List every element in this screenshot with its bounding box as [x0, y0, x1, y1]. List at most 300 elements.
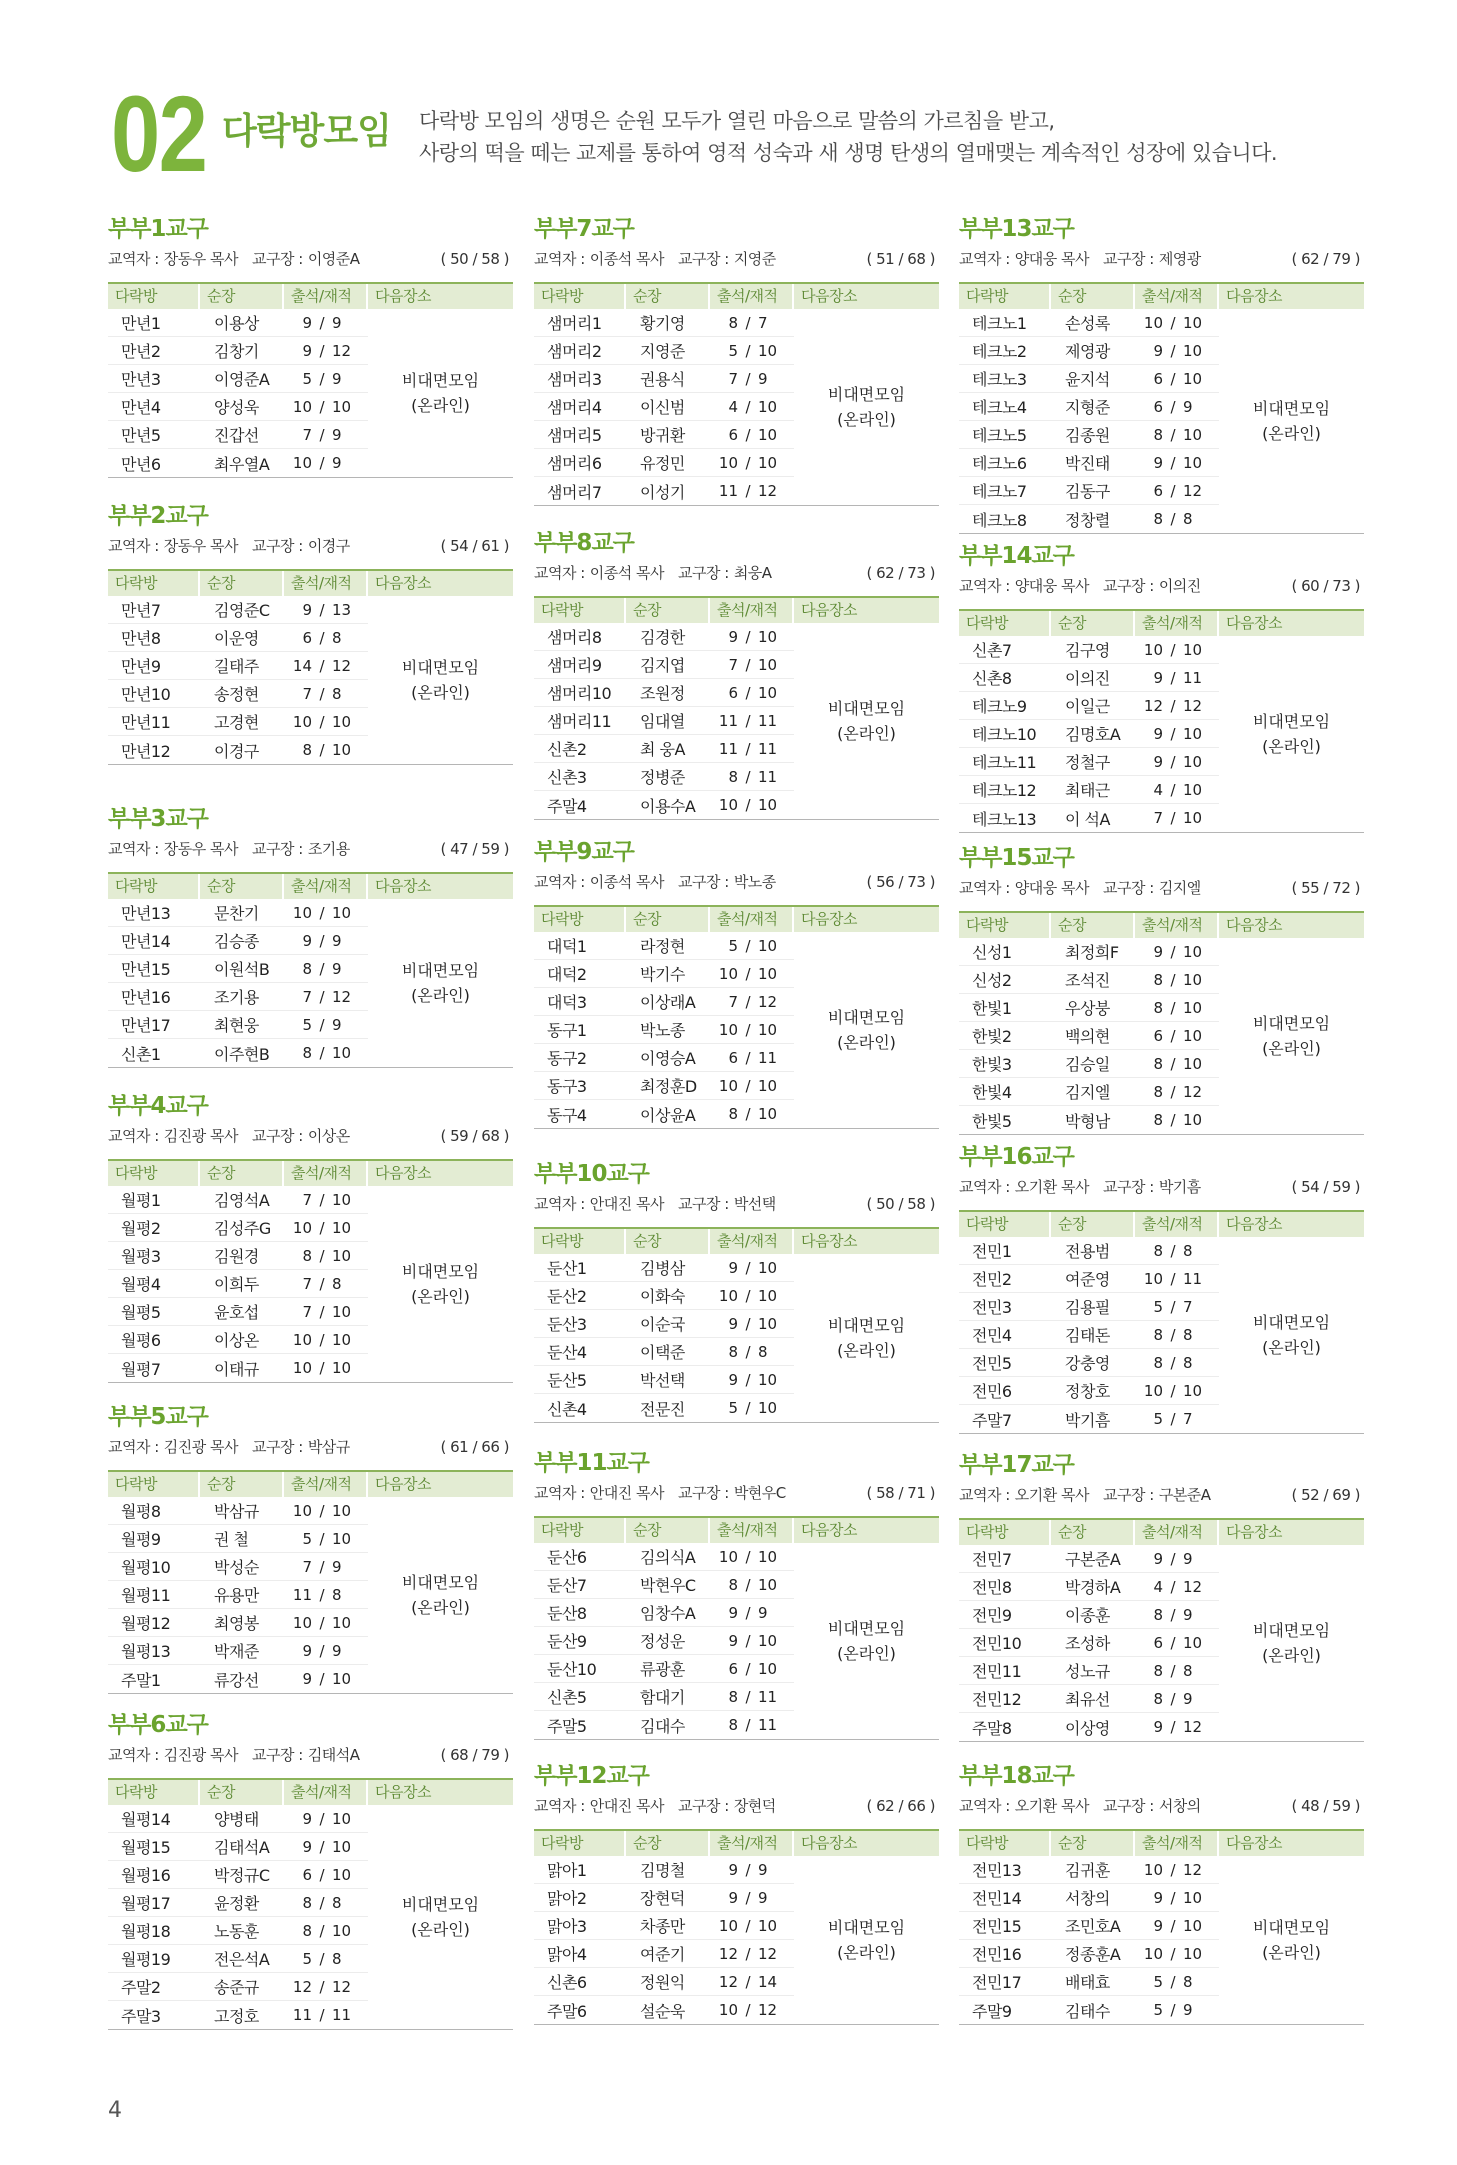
column-header: 출석/재적 — [710, 1518, 794, 1543]
room-leader: 김의식A — [640, 1548, 696, 1567]
table-row — [534, 1627, 794, 1655]
district-staff — [534, 1794, 776, 1819]
attendance-present: 5 — [302, 1529, 312, 1548]
attendance-separator: / — [1170, 640, 1176, 659]
attendance-separator: / — [1170, 998, 1176, 1017]
room-name: 전민16 — [972, 1945, 1022, 1964]
table-row — [534, 421, 794, 449]
room-leader: 이태규 — [214, 1359, 259, 1379]
room-rows — [959, 1237, 1219, 1433]
attendance-cell — [284, 685, 368, 703]
room-leader: 진갑선 — [214, 426, 259, 445]
attendance-cell — [1135, 781, 1219, 799]
room-name: 신촌7 — [972, 641, 1012, 660]
attendance-present: 6 — [728, 683, 738, 702]
room-leader: 이상윤A — [640, 1105, 696, 1125]
room-leader: 박현우C — [640, 1576, 696, 1595]
room-rows — [108, 1497, 368, 1693]
attendance-cell — [284, 1614, 368, 1632]
attendance-cell — [284, 1950, 368, 1968]
district-title: 부부7교구 — [534, 216, 634, 242]
table-header — [959, 1829, 1364, 1856]
table-row — [959, 1106, 1219, 1134]
attendance-enrolled: 12 — [332, 1977, 352, 1996]
next-place-line: (온라인) — [837, 724, 896, 743]
attendance-present: 7 — [302, 425, 312, 444]
room-name: 둔산4 — [547, 1343, 587, 1362]
room-name: 샘머리10 — [547, 684, 612, 703]
room-leader: 최우열A — [214, 454, 270, 474]
district-attendance-total: ( 62 / 73 ) — [866, 564, 935, 582]
attendance-cell — [1135, 1578, 1219, 1596]
attendance-present: 5 — [302, 1949, 312, 1968]
attendance-present: 10 — [292, 1330, 312, 1349]
attendance-enrolled: 10 — [1183, 752, 1203, 771]
pastor-name: 이종석 목사 — [589, 250, 665, 268]
room-name: 만년15 — [121, 960, 171, 979]
district-staff-line — [534, 870, 939, 895]
attendance-separator: / — [319, 1190, 325, 1209]
leader-name: 이경구 — [307, 537, 350, 555]
attendance-enrolled: 10 — [332, 741, 352, 759]
attendance-present: 8 — [302, 1246, 312, 1265]
district-title: 부부3교구 — [108, 806, 208, 832]
attendance-enrolled: 11 — [758, 767, 778, 786]
pastor-name: 김진광 목사 — [163, 1438, 239, 1456]
table-body — [534, 1543, 939, 1740]
district-block — [959, 1143, 1364, 1434]
table-body — [108, 596, 513, 765]
room-name: 전민11 — [972, 1662, 1022, 1681]
district-attendance-total: ( 50 / 58 ) — [440, 250, 509, 268]
table-body — [108, 899, 513, 1068]
attendance-enrolled: 10 — [332, 397, 352, 416]
pastor-label: 교역자 : — [108, 1438, 159, 1456]
room-name: 월평14 — [121, 1810, 171, 1829]
attendance-present: 4 — [1153, 780, 1163, 799]
attendance-present: 8 — [728, 1687, 738, 1706]
room-name: 전민9 — [972, 1606, 1012, 1625]
table-row — [108, 927, 368, 955]
table-row — [534, 1599, 794, 1627]
attendance-separator: / — [319, 454, 325, 472]
room-leader: 김명철 — [640, 1861, 685, 1880]
district-attendance-total: ( 50 / 58 ) — [866, 1195, 935, 1213]
column-header: 출석/재적 — [1135, 1831, 1219, 1856]
attendance-cell — [284, 601, 368, 619]
room-leader: 정창호 — [1065, 1382, 1110, 1401]
attendance-enrolled: 10 — [758, 453, 778, 472]
attendance-present: 10 — [1143, 1944, 1163, 1963]
attendance-cell — [1135, 1270, 1219, 1288]
room-name: 한빛5 — [972, 1111, 1012, 1131]
room-leader: 박진태 — [1065, 454, 1110, 473]
pastor-label: 교역자 : — [534, 564, 585, 582]
room-name: 한빛4 — [972, 1083, 1012, 1102]
district-block — [108, 1403, 513, 1694]
attendance-enrolled: 10 — [1183, 341, 1203, 360]
column-header: 다락방 — [108, 284, 200, 309]
table-row — [108, 1354, 368, 1382]
attendance-separator: / — [1170, 1381, 1176, 1400]
next-place-cell — [794, 1543, 939, 1739]
room-leader: 김원경 — [214, 1247, 259, 1266]
table-row — [534, 1912, 794, 1940]
district-staff — [959, 1483, 1211, 1508]
attendance-cell — [710, 1315, 794, 1333]
pastor-label: 교역자 : — [959, 250, 1010, 268]
room-rows — [534, 309, 794, 505]
attendance-enrolled: 8 — [332, 1585, 342, 1604]
next-place-line: 비대면모임 — [1252, 712, 1331, 731]
column-header: 순장 — [1051, 1520, 1135, 1545]
table-row — [108, 1889, 368, 1917]
leader-label: 교구장 : — [678, 1797, 729, 1815]
attendance-separator: / — [1170, 341, 1176, 360]
attendance-separator: / — [1170, 1241, 1176, 1260]
room-leader: 이일근 — [1065, 697, 1110, 716]
next-place-cell — [368, 1186, 513, 1382]
attendance-separator: / — [745, 1603, 751, 1622]
next-place-line: (온라인) — [837, 410, 896, 429]
attendance-cell — [710, 1399, 794, 1417]
column-header: 다락방 — [959, 1520, 1051, 1545]
table-row — [108, 421, 368, 449]
attendance-enrolled: 10 — [1183, 313, 1203, 332]
room-leader: 권 철 — [214, 1530, 249, 1549]
attendance-present: 12 — [292, 1977, 312, 1996]
attendance-cell — [284, 398, 368, 416]
attendance-cell — [1135, 1917, 1219, 1935]
table-row — [959, 1237, 1219, 1265]
attendance-enrolled: 11 — [758, 1716, 778, 1734]
attendance-enrolled: 13 — [332, 600, 352, 619]
attendance-cell — [1135, 1326, 1219, 1344]
leader-label: 교구장 : — [678, 1484, 729, 1502]
pastor-label: 교역자 : — [534, 250, 585, 268]
table-row — [108, 1214, 368, 1242]
attendance-present: 9 — [1153, 752, 1163, 771]
column-header: 출석/재적 — [284, 1780, 368, 1805]
attendance-cell — [710, 965, 794, 983]
district-staff — [959, 876, 1201, 901]
district-title: 부부15교구 — [959, 845, 1074, 871]
attendance-enrolled: 10 — [332, 903, 352, 922]
attendance-cell — [284, 1866, 368, 1884]
leader-label: 교구장 : — [678, 1195, 729, 1213]
room-leader: 최정희F — [1065, 943, 1119, 962]
attendance-cell — [710, 1660, 794, 1678]
pastor-label: 교역자 : — [959, 1486, 1010, 1504]
leader-label: 교구장 : — [1103, 250, 1154, 268]
attendance-cell — [710, 1576, 794, 1594]
table-body — [534, 1856, 939, 2025]
attendance-present: 11 — [718, 711, 738, 730]
attendance-separator: / — [319, 1837, 325, 1856]
column-header: 다락방 — [108, 1472, 200, 1497]
attendance-enrolled: 12 — [758, 2001, 778, 2019]
table-row — [534, 763, 794, 791]
column-header: 다락방 — [959, 611, 1051, 636]
attendance-present: 5 — [302, 1015, 312, 1034]
table-header — [108, 1470, 513, 1497]
column-header: 다음장소 — [1226, 287, 1282, 305]
attendance-cell — [1135, 1550, 1219, 1568]
table-row — [534, 1044, 794, 1072]
attendance-enrolled: 14 — [758, 1972, 778, 1991]
attendance-present: 9 — [1153, 1888, 1163, 1907]
next-place-line: 비대면모임 — [827, 1918, 906, 1937]
next-place-cell — [1219, 309, 1364, 533]
room-rows — [534, 1856, 794, 2024]
table-row — [534, 1100, 794, 1128]
column-header: 다음장소 — [375, 287, 431, 305]
attendance-cell — [710, 993, 794, 1011]
attendance-cell — [284, 1359, 368, 1377]
table-row — [959, 1050, 1219, 1078]
column-header: 출석/재적 — [1135, 611, 1219, 636]
next-place-cell — [794, 309, 939, 505]
next-place-line: 비대면모임 — [827, 1619, 906, 1638]
leader-name: 최웅A — [733, 564, 772, 582]
table-row — [959, 1884, 1219, 1912]
attendance-separator: / — [319, 1949, 325, 1968]
pastor-label: 교역자 : — [108, 1746, 159, 1764]
attendance-separator: / — [745, 2001, 751, 2019]
attendance-cell — [1135, 1973, 1219, 1991]
room-name: 맑아2 — [547, 1889, 587, 1908]
attendance-enrolled: 9 — [332, 425, 342, 444]
district-block — [534, 1160, 939, 1423]
pastor-label: 교역자 : — [534, 1484, 585, 1502]
next-place-line: (온라인) — [1262, 1039, 1321, 1058]
column-header: 다락방 — [534, 1518, 626, 1543]
table-row — [534, 932, 794, 960]
table-row — [534, 1884, 794, 1912]
attendance-enrolled: 9 — [758, 1860, 768, 1879]
attendance-separator: / — [1170, 1297, 1176, 1316]
attendance-present: 10 — [1143, 640, 1163, 659]
attendance-cell — [710, 628, 794, 646]
room-leader: 김명호A — [1065, 725, 1121, 744]
room-name: 샘머리9 — [547, 656, 602, 675]
attendance-separator: / — [745, 482, 751, 500]
room-leader: 이신범 — [640, 398, 685, 417]
attendance-present: 8 — [1153, 510, 1163, 528]
room-leader: 성노규 — [1065, 1662, 1110, 1681]
room-name: 테크노4 — [972, 398, 1027, 417]
room-name: 맑아3 — [547, 1917, 587, 1936]
column-header: 다락방 — [534, 1229, 626, 1254]
table-row — [534, 651, 794, 679]
district-attendance-total: ( 61 / 66 ) — [440, 1438, 509, 1456]
room-name: 월평8 — [121, 1502, 161, 1521]
attendance-cell — [1135, 1298, 1219, 1316]
attendance-separator: / — [319, 1670, 325, 1688]
column-header: 다락방 — [959, 1212, 1051, 1237]
room-leader: 설순욱 — [640, 2001, 685, 2021]
room-name: 주말8 — [972, 1718, 1012, 1738]
table-row — [959, 449, 1219, 477]
district-staff — [534, 1192, 776, 1217]
attendance-enrolled: 10 — [758, 1575, 778, 1594]
pastor-label: 교역자 : — [534, 873, 585, 891]
next-place-cell — [1219, 636, 1364, 832]
attendance-enrolled: 12 — [1183, 1082, 1203, 1101]
room-name: 신촌4 — [547, 1399, 587, 1419]
table-row — [534, 1968, 794, 1996]
leader-label: 교구장 : — [252, 250, 303, 268]
room-leader: 김경한 — [640, 628, 685, 647]
attendance-enrolled: 11 — [1183, 1269, 1203, 1288]
room-leader: 박기수 — [640, 965, 685, 984]
table-row — [534, 988, 794, 1016]
column-header: 순장 — [1051, 913, 1135, 938]
attendance-separator: / — [745, 964, 751, 983]
column-header: 다음장소 — [801, 287, 857, 305]
table-row — [108, 309, 368, 337]
room-name: 전민13 — [972, 1861, 1022, 1880]
table-row — [959, 365, 1219, 393]
attendance-separator: / — [319, 1015, 325, 1034]
attendance-separator: / — [1170, 1269, 1176, 1288]
attendance-separator: / — [1170, 369, 1176, 388]
attendance-enrolled: 9 — [332, 959, 342, 978]
attendance-present: 5 — [1153, 2001, 1163, 2019]
room-leader: 김태돈 — [1065, 1326, 1110, 1345]
room-leader: 이의진 — [1065, 669, 1110, 688]
district-title: 부부12교구 — [534, 1763, 649, 1789]
district-title: 부부8교구 — [534, 530, 634, 556]
attendance-enrolled: 10 — [332, 1613, 352, 1632]
attendance-cell — [710, 1343, 794, 1361]
room-rows — [534, 1543, 794, 1739]
room-name: 신촌5 — [547, 1688, 587, 1707]
room-leader: 구본준A — [1065, 1550, 1121, 1569]
next-place-line: 비대면모임 — [1252, 1313, 1331, 1332]
table-header — [959, 282, 1364, 309]
pastor-name: 안대진 목사 — [589, 1797, 665, 1815]
room-leader: 우상붕 — [1065, 999, 1110, 1018]
attendance-enrolled: 8 — [1183, 1353, 1193, 1372]
attendance-cell — [710, 370, 794, 388]
attendance-enrolled: 10 — [332, 712, 352, 731]
attendance-cell — [710, 1716, 794, 1734]
attendance-cell — [710, 656, 794, 674]
pastor-name: 양대웅 목사 — [1014, 577, 1090, 595]
room-leader: 이 석A — [1065, 809, 1110, 829]
table-row — [108, 1186, 368, 1214]
attendance-separator: / — [319, 425, 325, 444]
attendance-enrolled: 11 — [1183, 668, 1203, 687]
attendance-separator: / — [319, 1501, 325, 1520]
table-body — [108, 1186, 513, 1383]
attendance-enrolled: 10 — [332, 1359, 352, 1377]
table-header — [959, 1210, 1364, 1237]
attendance-enrolled: 10 — [332, 1670, 352, 1688]
leader-name: 이의진 — [1158, 577, 1201, 595]
room-name: 전민4 — [972, 1326, 1012, 1345]
room-leader: 정원익 — [640, 1973, 685, 1992]
attendance-present: 8 — [1153, 1353, 1163, 1372]
column-header: 순장 — [1051, 284, 1135, 309]
room-leader: 이영승A — [640, 1049, 696, 1068]
attendance-separator: / — [319, 1865, 325, 1884]
district-staff — [108, 534, 350, 559]
pastor-name: 장동우 목사 — [163, 537, 239, 555]
attendance-present: 10 — [292, 1359, 312, 1377]
attendance-enrolled: 7 — [1183, 1297, 1193, 1316]
room-name: 전민10 — [972, 1634, 1022, 1653]
room-name: 테크노5 — [972, 426, 1027, 445]
attendance-separator: / — [745, 1076, 751, 1095]
room-leader: 김영준C — [214, 601, 270, 620]
attendance-present: 8 — [302, 1921, 312, 1940]
room-name: 전민15 — [972, 1917, 1022, 1936]
column-header: 다음장소 — [1226, 1523, 1282, 1541]
table-row — [108, 2001, 368, 2029]
district-block — [534, 1449, 939, 1740]
district-block — [108, 502, 513, 765]
attendance-present: 10 — [1143, 1269, 1163, 1288]
next-place-line: 비대면모임 — [401, 658, 480, 677]
column-header: 다음장소 — [375, 574, 431, 592]
room-leader: 이종훈 — [1065, 1606, 1110, 1625]
room-leader: 서창의 — [1065, 1889, 1110, 1908]
district-block — [959, 1451, 1364, 1742]
room-leader: 임창수A — [640, 1604, 696, 1623]
room-name: 신촌6 — [547, 1973, 587, 1992]
attendance-present: 11 — [292, 1585, 312, 1604]
room-rows — [108, 1805, 368, 2029]
room-leader: 박재준 — [214, 1642, 259, 1661]
room-name: 한빛3 — [972, 1055, 1012, 1074]
attendance-enrolled: 9 — [332, 1557, 342, 1576]
attendance-present: 9 — [728, 1258, 738, 1277]
attendance-present: 9 — [302, 1670, 312, 1688]
table-header — [534, 905, 939, 932]
attendance-separator: / — [745, 1286, 751, 1305]
attendance-enrolled: 10 — [758, 683, 778, 702]
district-title: 부부2교구 — [108, 503, 208, 529]
next-place-cell — [368, 1805, 513, 2029]
table-row — [108, 1945, 368, 1973]
table-row — [959, 393, 1219, 421]
attendance-present: 8 — [302, 741, 312, 759]
column-header: 출석/재적 — [284, 874, 368, 899]
attendance-cell — [1135, 1242, 1219, 1260]
district-block — [108, 1711, 513, 2030]
district-block — [959, 844, 1364, 1135]
room-leader: 김지엽 — [640, 656, 685, 675]
attendance-cell — [1135, 943, 1219, 961]
attendance-present: 8 — [302, 1044, 312, 1062]
attendance-cell — [1135, 697, 1219, 715]
table-row — [108, 680, 368, 708]
attendance-present: 9 — [728, 1631, 738, 1650]
pastor-name: 이종석 목사 — [589, 564, 665, 582]
district-title: 부부14교구 — [959, 543, 1074, 569]
room-name: 둔산8 — [547, 1604, 587, 1623]
room-name: 둔산3 — [547, 1315, 587, 1334]
attendance-cell — [1135, 510, 1219, 528]
table-row — [959, 1856, 1219, 1884]
attendance-present: 8 — [302, 959, 312, 978]
table-body — [534, 309, 939, 506]
attendance-cell — [710, 2001, 794, 2019]
attendance-present: 7 — [302, 1274, 312, 1293]
room-name: 만년9 — [121, 657, 161, 676]
